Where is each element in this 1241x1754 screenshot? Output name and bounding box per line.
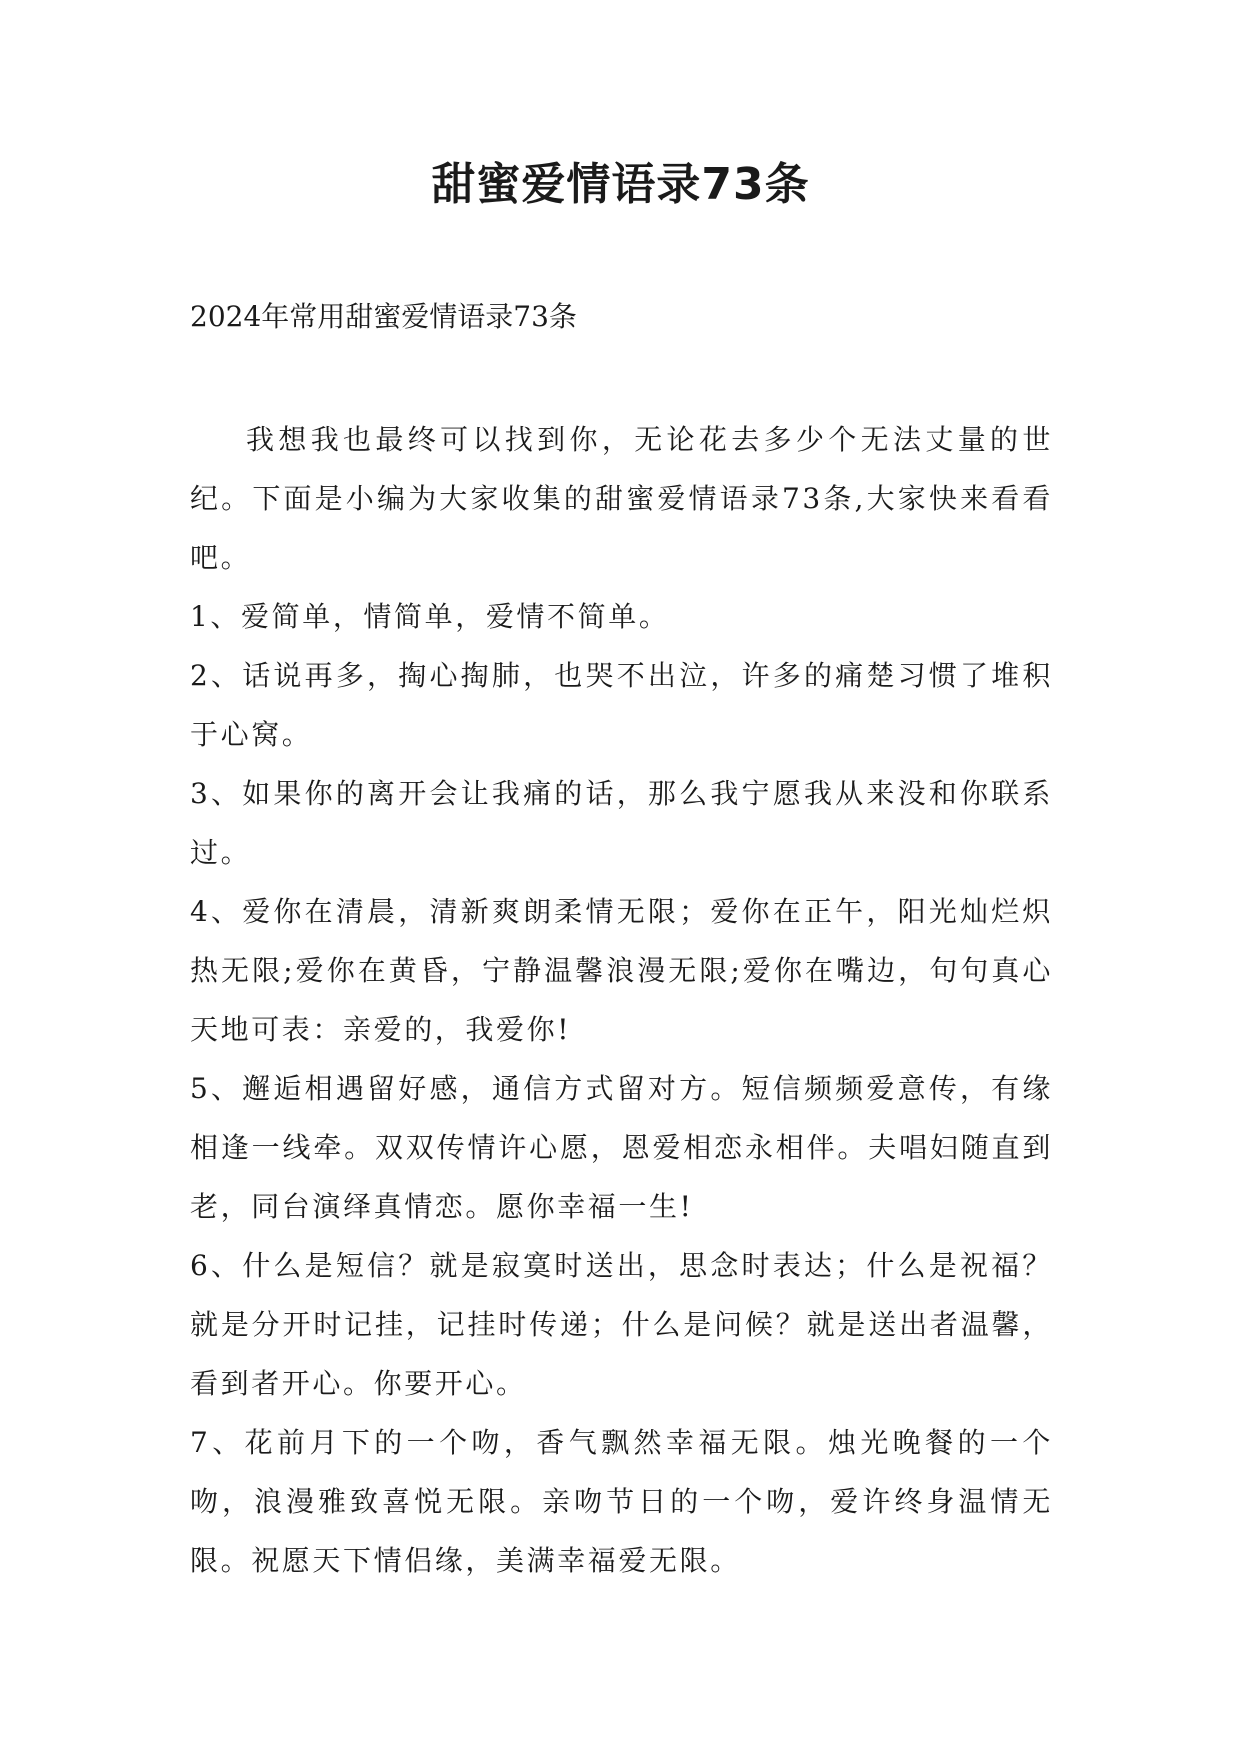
document-body bbox=[190, 410, 1053, 1590]
list-item: 1、爱简单，情简单，爱情不简单。 bbox=[190, 600, 670, 633]
document-title: 甜蜜爱情语录73条 bbox=[431, 159, 810, 210]
list-item: 4、爱你在清晨，清新爽朗柔情无限；爱你在正午，阳光灿烂炽热无限;爱你在黄昏，宁静温馨浪漫无限;爱你在嘴边，句句真心天地可表：亲爱的，我爱你! bbox=[190, 895, 1053, 1046]
list-item: 5、邂逅相遇留好感，通信方式留对方。短信频频爱意传，有缘相逢一线牵。双双传情许心愿，恩爱相恋永相伴。夫唱妇随直到老，同台演绎真情恋。愿你幸福一生! bbox=[190, 1072, 1053, 1223]
list-item: 7、花前月下的一个吻，香气飘然幸福无限。烛光晚餐的一个吻，浪漫雅致喜悦无限。亲吻节日的一个吻，爱许终身温情无限。祝愿天下情侣缘，美满幸福爱无限。 bbox=[190, 1426, 1053, 1577]
intro-paragraph: 我想我也最终可以找到你，无论花去多少个无法丈量的世纪。下面是小编为大家收集的甜蜜爱情语录73条,大家快来看看吧。 bbox=[190, 423, 1053, 574]
list-item: 6、什么是短信？就是寂寞时送出，思念时表达；什么是祝福？就是分开时记挂，记挂时传递；什么是问候？就是送出者温馨，看到者开心。你要开心。 bbox=[190, 1249, 1053, 1400]
list-item: 2、话说再多，掏心掏肺，也哭不出泣，许多的痛楚习惯了堆积于心窝。 bbox=[190, 659, 1053, 751]
document-subtitle: 2024年常用甜蜜爱情语录73条 bbox=[190, 300, 577, 333]
list-item: 3、如果你的离开会让我痛的话，那么我宁愿我从来没和你联系过。 bbox=[190, 777, 1053, 869]
